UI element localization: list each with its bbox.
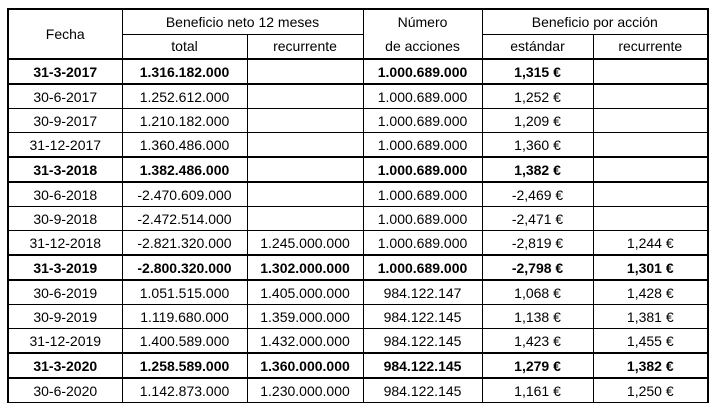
col-subheader-estandar: estándar (482, 34, 593, 59)
table-row (8, 207, 708, 231)
cell-beneficio-recurrente: 1.245.000.000 (247, 231, 363, 256)
cell-beneficio-accion-estandar: 1,315 € (482, 59, 593, 84)
col-subheader-recurrente: recurrente (247, 34, 363, 59)
cell-beneficio-accion-estandar: 1,279 € (482, 353, 593, 378)
cell-beneficio-recurrente (247, 182, 363, 207)
table-body (8, 59, 708, 403)
cell-numero-acciones: 1.000.689.000 (363, 133, 482, 158)
cell-beneficio-recurrente (247, 59, 363, 84)
cell-fecha: 31-12-2019 (8, 329, 122, 354)
cell-fecha: 31-3-2017 (8, 59, 122, 84)
cell-beneficio-recurrente: 1.360.000.000 (247, 353, 363, 378)
cell-beneficio-accion-recurrente: 1,428 € (593, 280, 708, 305)
cell-fecha: 31-3-2019 (8, 255, 122, 280)
cell-beneficio-total: -2.800.320.000 (122, 255, 247, 280)
cell-fecha: 30-9-2019 (8, 305, 122, 329)
cell-numero-acciones: 1.000.689.000 (363, 231, 482, 256)
table-row (8, 378, 708, 403)
cell-fecha: 30-6-2019 (8, 280, 122, 305)
cell-beneficio-total: 1.252.612.000 (122, 84, 247, 109)
cell-beneficio-total: 1.400.589.000 (122, 329, 247, 354)
cell-fecha: 30-6-2020 (8, 378, 122, 403)
cell-beneficio-accion-estandar: 1,161 € (482, 378, 593, 403)
cell-beneficio-recurrente: 1.432.000.000 (247, 329, 363, 354)
col-header-fecha: Fecha (8, 9, 122, 59)
cell-numero-acciones: 1.000.689.000 (363, 207, 482, 231)
cell-numero-acciones: 984.122.145 (363, 378, 482, 403)
cell-beneficio-accion-estandar: 1,252 € (482, 84, 593, 109)
numero-line1: Número (397, 14, 448, 30)
col-header-beneficio-neto-12-meses: Beneficio neto 12 meses (122, 9, 363, 34)
cell-beneficio-recurrente (247, 109, 363, 133)
cell-beneficio-total: -2.470.609.000 (122, 182, 247, 207)
cell-numero-acciones: 984.122.147 (363, 280, 482, 305)
cell-beneficio-accion-estandar: 1,209 € (482, 109, 593, 133)
cell-beneficio-recurrente: 1.230.000.000 (247, 378, 363, 403)
table-row (8, 231, 708, 256)
cell-beneficio-accion-recurrente (593, 207, 708, 231)
cell-beneficio-accion-recurrente (593, 157, 708, 182)
cell-beneficio-accion-recurrente (593, 84, 708, 109)
table-row (8, 255, 708, 280)
cell-beneficio-accion-recurrente (593, 182, 708, 207)
cell-beneficio-accion-estandar: -2,798 € (482, 255, 593, 280)
cell-beneficio-accion-estandar: 1,138 € (482, 305, 593, 329)
cell-numero-acciones: 984.122.145 (363, 353, 482, 378)
cell-beneficio-accion-estandar: 1,360 € (482, 133, 593, 158)
table-row (8, 305, 708, 329)
cell-beneficio-total: 1.119.680.000 (122, 305, 247, 329)
cell-beneficio-total: 1.142.873.000 (122, 378, 247, 403)
cell-beneficio-accion-recurrente (593, 133, 708, 158)
cell-fecha: 31-12-2018 (8, 231, 122, 256)
cell-fecha: 30-6-2017 (8, 84, 122, 109)
cell-beneficio-recurrente (247, 207, 363, 231)
cell-beneficio-accion-recurrente: 1,250 € (593, 378, 708, 403)
table-row (8, 84, 708, 109)
cell-numero-acciones: 984.122.145 (363, 329, 482, 354)
col-header-numero-de-acciones (363, 9, 482, 59)
cell-beneficio-total: -2.472.514.000 (122, 207, 247, 231)
cell-beneficio-accion-estandar: 1,382 € (482, 157, 593, 182)
table-row (8, 133, 708, 158)
cell-beneficio-total: 1.382.486.000 (122, 157, 247, 182)
table-row (8, 59, 708, 84)
cell-beneficio-accion-estandar: 1,423 € (482, 329, 593, 354)
cell-fecha: 30-6-2018 (8, 182, 122, 207)
cell-beneficio-total: 1.210.182.000 (122, 109, 247, 133)
cell-beneficio-accion-recurrente: 1,381 € (593, 305, 708, 329)
cell-beneficio-recurrente: 1.302.000.000 (247, 255, 363, 280)
col-subheader-total: total (122, 34, 247, 59)
table-row (8, 109, 708, 133)
cell-beneficio-total: -2.821.320.000 (122, 231, 247, 256)
cell-fecha: 30-9-2018 (8, 207, 122, 231)
cell-beneficio-recurrente (247, 133, 363, 158)
cell-beneficio-accion-recurrente: 1,382 € (593, 353, 708, 378)
table-row (8, 329, 708, 354)
cell-numero-acciones: 1.000.689.000 (363, 182, 482, 207)
cell-beneficio-accion-estandar: -2,819 € (482, 231, 593, 256)
cell-fecha: 31-12-2017 (8, 133, 122, 158)
cell-beneficio-accion-recurrente (593, 109, 708, 133)
cell-beneficio-accion-estandar: -2,469 € (482, 182, 593, 207)
cell-beneficio-accion-estandar: 1,068 € (482, 280, 593, 305)
header-row-groups (8, 9, 708, 34)
cell-beneficio-total: 1.316.182.000 (122, 59, 247, 84)
cell-numero-acciones: 984.122.145 (363, 305, 482, 329)
table-row (8, 182, 708, 207)
cell-fecha: 30-9-2017 (8, 109, 122, 133)
cell-beneficio-recurrente: 1.405.000.000 (247, 280, 363, 305)
table-header (8, 9, 708, 59)
cell-beneficio-total: 1.360.486.000 (122, 133, 247, 158)
cell-beneficio-accion-recurrente: 1,244 € (593, 231, 708, 256)
cell-numero-acciones: 1.000.689.000 (363, 157, 482, 182)
financial-results-table (7, 8, 709, 403)
cell-beneficio-accion-recurrente: 1,301 € (593, 255, 708, 280)
cell-beneficio-recurrente (247, 84, 363, 109)
cell-beneficio-accion-estandar: -2,471 € (482, 207, 593, 231)
cell-beneficio-total: 1.051.515.000 (122, 280, 247, 305)
table-row (8, 353, 708, 378)
cell-beneficio-accion-recurrente: 1,455 € (593, 329, 708, 354)
cell-beneficio-total: 1.258.589.000 (122, 353, 247, 378)
cell-fecha: 31-3-2020 (8, 353, 122, 378)
cell-beneficio-accion-recurrente (593, 59, 708, 84)
cell-numero-acciones: 1.000.689.000 (363, 84, 482, 109)
cell-beneficio-recurrente: 1.359.000.000 (247, 305, 363, 329)
table-row (8, 280, 708, 305)
col-header-beneficio-por-accion: Beneficio por acción (482, 9, 708, 34)
cell-numero-acciones: 1.000.689.000 (363, 59, 482, 84)
col-subheader-recurrente-accion: recurrente (593, 34, 708, 59)
cell-beneficio-recurrente (247, 157, 363, 182)
numero-line2: de acciones (385, 38, 460, 54)
cell-fecha: 31-3-2018 (8, 157, 122, 182)
cell-numero-acciones: 1.000.689.000 (363, 255, 482, 280)
cell-numero-acciones: 1.000.689.000 (363, 109, 482, 133)
table-row (8, 157, 708, 182)
